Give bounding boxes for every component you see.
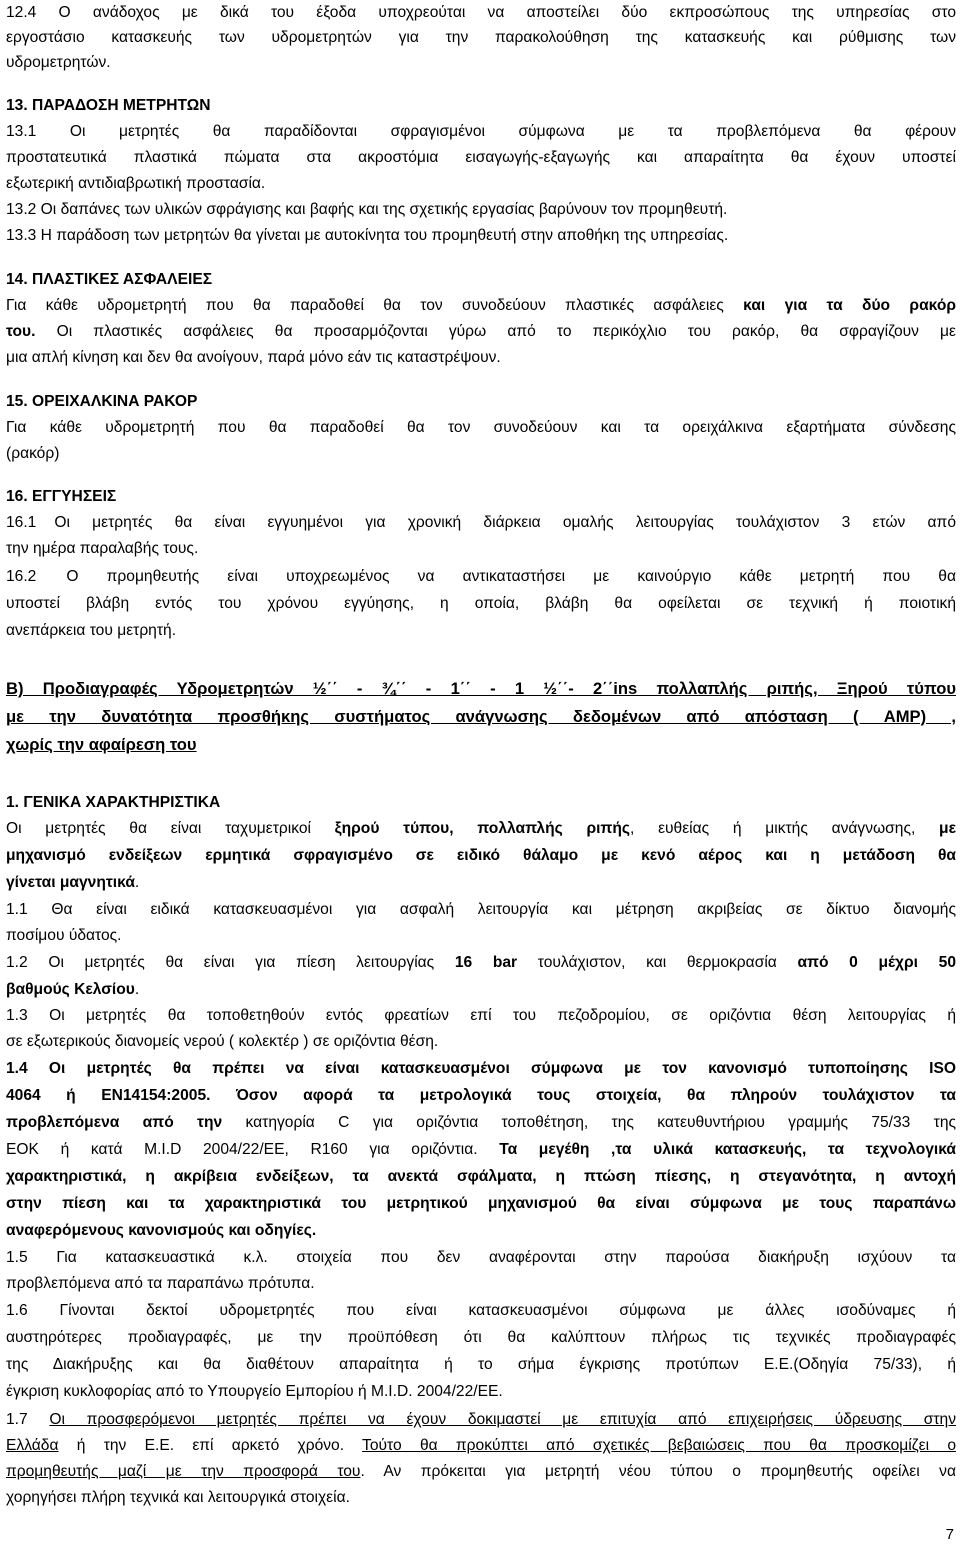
text-line: 13.3 Η παράδοση των μετρητών θα γίνεται με αυτοκίνητα του προμηθευτή στην αποθήκη της υπηρεσίας. xyxy=(6,227,729,244)
text-line: εξωτερική αντιδιαβρωτική προστασία. xyxy=(6,175,266,192)
text-line: την ημέρα παραλαβής τους. xyxy=(6,540,199,557)
text-line: χορηγήσει πλήρη τεχνικά και λειτουργικά στοιχεία. xyxy=(6,1489,350,1506)
text-line: σε εξωτερικούς διανομείς νερού ( κολεκτέρ ) σε οριζόντια θέση. xyxy=(6,1033,439,1050)
text-line: Για κάθε υδρομετρητή που θα παραδοθεί θα τον συνοδεύουν και τα ορειχάλκινα εξαρτήματα σύνδεσης xyxy=(6,419,956,436)
text-line: 16.2 Ο προμηθευτής είναι υποχρεωμένος να αντικαταστήσει με καινούργιο κάθε μετρητή που θα xyxy=(6,568,956,585)
text-line: υποστεί βλάβη εντός του χρόνου εγγύησης, η οποία, βλάβη θα οφείλεται σε τεχνική ή ποιοτική xyxy=(6,595,956,612)
spec-heading: Β) Προδιαγραφές Υδρομετρητών ½΄΄ - ¾΄΄ - 1΄΄ - 1 ½΄΄- 2΄΄ins πολλαπλής ριπής, Ξηρού τύπου xyxy=(6,679,956,698)
text-line: 1.4 Οι μετρητές θα πρέπει να είναι κατασκευασμένοι σύμφωνα με τον κανονισμό τυποποίησης ISO xyxy=(6,1060,956,1077)
text-line: Ελλάδα ή την Ε.Ε. επί αρκετό χρόνο. Τούτο θα προκύπτει από σχετικές βεβαιώσεις που θα προσκομίζει ο xyxy=(6,1437,956,1454)
text-line: ΕΟΚ ή κατά M.I.D 2004/22/ΕΕ, R160 για οριζόντια. Τα μεγέθη ,τα υλικά κατασκευής, τα τεχνολογικά xyxy=(6,1141,956,1158)
section-heading: 13. ΠΑΡΑΔΟΣΗ ΜΕΤΡΗΤΩΝ xyxy=(6,97,211,114)
page-number: 7 xyxy=(945,1526,954,1543)
text-line: Για κάθε υδρομετρητή που θα παραδοθεί θα τον συνοδεύουν πλαστικές ασφάλειες και για τα δύο ρακόρ xyxy=(6,297,956,314)
text-line: χαρακτηριστικά, η ακρίβεια ενδείξεων, τα ανεκτά σφάλματα, η πτώση πίεσης, η στεγανότητα, η αντοχή xyxy=(6,1168,956,1185)
text-line: υδρομετρητών. xyxy=(6,54,111,71)
text-line: 1.7 Οι προσφερόμενοι μετρητές πρέπει να έχουν δοκιμαστεί με επιτυχία από επιχειρήσεις ύδρευσης στην xyxy=(6,1411,956,1428)
text-line: μηχανισμό ενδείξεων ερμητικά σφραγισμένο σε ειδικό θάλαμο με κενό αέρος και η μετάδοση θα xyxy=(6,847,956,864)
text-line: προμηθευτής μαζί με την προσφορά του. Αν πρόκειται για μετρητή νέου τύπου ο προμηθευτής οφείλει να xyxy=(6,1463,956,1480)
text-line: Οι μετρητές θα είναι ταχυμετρικοί ξηρού τύπου, πολλαπλής ριπής, ευθείας ή μικτής ανάγνωσης, με xyxy=(6,820,956,837)
text-line: 1.1 Θα είναι ειδικά κατασκευασμένοι για ασφαλή λειτουργία και μέτρηση ακριβείας σε δίκτυο διανομής xyxy=(6,901,956,918)
text-line: 1.2 Οι μετρητές θα είναι για πίεση λειτουργίας 16 bar τουλάχιστον, και θερμοκρασία από 0 μέχρι 50 xyxy=(6,954,956,971)
text-line: προστατευτικά πλαστικά πώματα στα ακροστόμια εισαγωγής-εξαγωγής και απαραίτητα θα έχουν υποστεί xyxy=(6,149,956,166)
text-line: 1.6 Γίνονται δεκτοί υδρομετρητές που είναι κατασκευασμένοι σύμφωνα με άλλες ισοδύναμες ή xyxy=(6,1302,956,1319)
spec-heading: χωρίς την αφαίρεση του xyxy=(6,735,197,754)
text-line: στην πίεση και τα χαρακτηριστικά του μετρητικού μηχανισμού θα είναι σύμφωνα με τους παραπάνω xyxy=(6,1195,956,1212)
text-line: ποσίμου ύδατος. xyxy=(6,927,122,944)
text-line: 1.5 Για κατασκευαστικά κ.λ. στοιχεία που δεν αναφέρονται στην παρούσα διακήρυξη ισχύουν τα xyxy=(6,1249,956,1266)
text-line: (ρακόρ) xyxy=(6,445,60,462)
text-line: μια απλή κίνηση και δεν θα ανοίγουν, παρά μόνο εάν τις καταστρέψουν. xyxy=(6,349,501,366)
section-heading: 1. ΓΕΝΙΚΑ ΧΑΡΑΚΤΗΡΙΣΤΙΚΑ xyxy=(6,794,221,811)
text-line: αυστηρότερες προδιαγραφές, με την προϋπόθεση ότι θα καλύπτουν πλήρως τις τεχνικές προδιαγραφές xyxy=(6,1329,956,1346)
section-heading: 16. ΕΓΓΥΗΣΕΙΣ xyxy=(6,488,117,505)
text-line: προβλεπόμενα από τα παραπάνω πρότυπα. xyxy=(6,1275,315,1292)
text-line: του. Οι πλαστικές ασφάλειες θα προσαρμόζονται γύρω από το περικόχλιο του ρακόρ, θα σφραγίζουν με xyxy=(6,323,956,340)
text-line: γίνεται μαγνητικά. xyxy=(6,874,140,891)
text-line: 16.1 Οι μετρητές θα είναι εγγυημένοι για χρονική διάρκεια ομαλής λειτουργίας τουλάχιστον 3 ετών από xyxy=(6,514,956,531)
text-line: βαθμούς Κελσίου. xyxy=(6,981,140,998)
text-line: προβλεπόμενα από την κατηγορία C για οριζόντια τοποθέτηση, της κατευθυντήριου γραμμής 75/33 της xyxy=(6,1114,957,1131)
text-line: της Διακήρυξης και θα διαθέτουν απαραίτητα ή το σήμα έγκρισης προτύπων Ε.Ε.(Οδηγία 75/33), ή xyxy=(6,1356,956,1373)
text-line: 13.2 Οι δαπάνες των υλικών σφράγισης και βαφής και της σχετικής εργασίας βαρύνουν τον προμηθευτή. xyxy=(6,201,728,218)
spec-heading: με την δυνατότητα προσθήκης συστήματος ανάγνωσης δεδομένων από απόσταση ( AMP) , xyxy=(6,707,956,726)
text-line: 1.3 Οι μετρητές θα τοποθετηθούν εντός φρεατίων επί του πεζοδρομίου, σε οριζόντια θέση λειτουργίας ή xyxy=(6,1007,956,1024)
text-line: ανεπάρκεια του μετρητή. xyxy=(6,622,177,639)
text-line: 4064 ή ΕΝ14154:2005. Όσον αφορά τα μετρολογικά τους στοιχεία, θα πληρούν τουλάχιστον τα xyxy=(6,1087,956,1104)
text-line: αναφερόμενους κανονισμούς και οδηγίες. xyxy=(6,1222,317,1239)
text-line: εργοστάσιο κατασκευής των υδρομετρητών για την παρακολούθηση της κατασκευής και ρύθμισης των xyxy=(6,29,956,46)
text-line: 12.4 Ο ανάδοχος με δικά του έξοδα υποχρεούται να αποστείλει δύο εκπροσώπους της υπηρεσίας στο xyxy=(6,4,956,21)
text-line: 13.1 Οι μετρητές θα παραδίδονται σφραγισμένοι σύμφωνα με τα προβλεπόμενα θα φέρουν xyxy=(6,123,956,140)
text-line: έγκριση κυκλοφορίας από το Υπουργείο Εμπορίου ή M.I.D. 2004/22/ΕΕ. xyxy=(6,1383,503,1400)
section-heading: 14. ΠΛΑΣΤΙΚΕΣ ΑΣΦΑΛΕΙΕΣ xyxy=(6,271,213,288)
section-heading: 15. ΟΡΕΙΧΑΛΚΙΝΑ ΡΑΚΟΡ xyxy=(6,393,198,410)
